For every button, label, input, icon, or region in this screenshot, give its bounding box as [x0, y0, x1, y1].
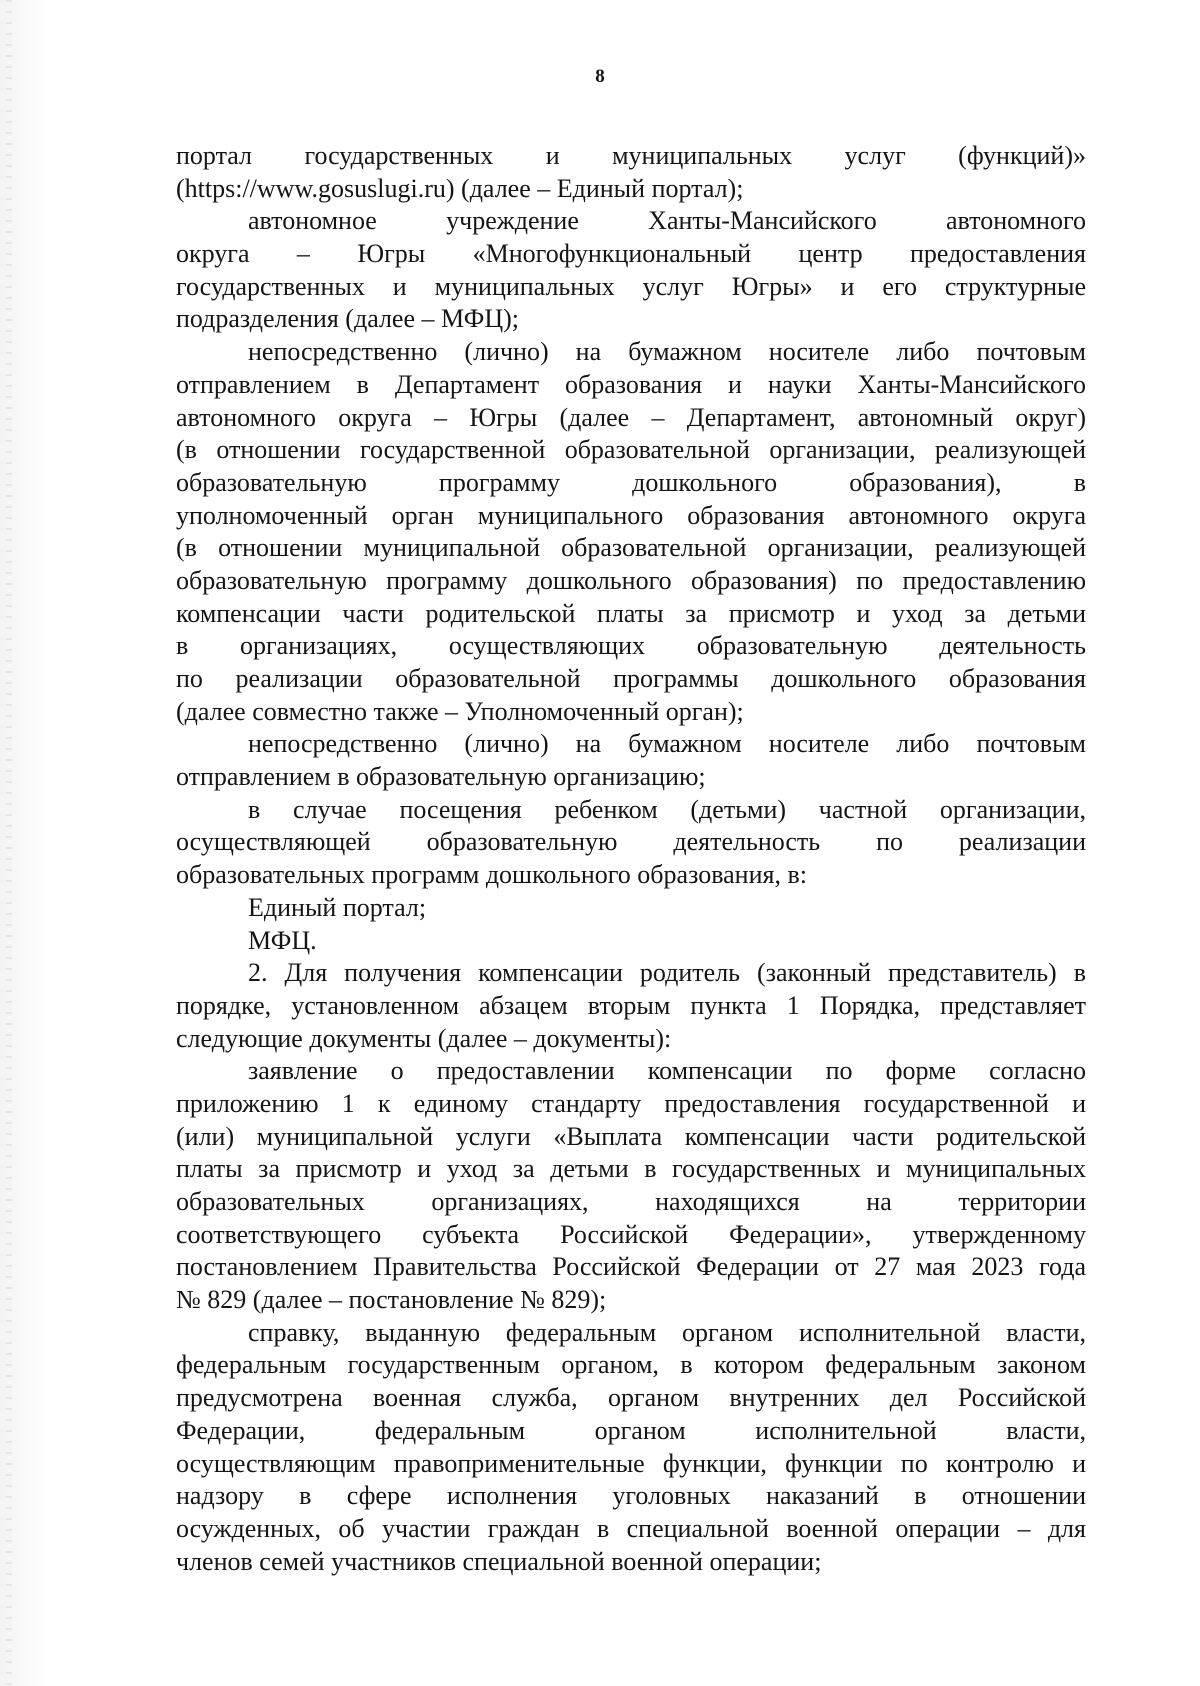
text-line: осужденных, об участии граждан в специальной военной операции – для — [176, 1513, 1086, 1543]
text-line: (в отношении государственной образовательной организации, реализующей — [176, 435, 1086, 465]
text-line: подразделения (далее – МФЦ); — [176, 304, 519, 334]
text-line: по реализации образовательной программы дошкольного образования — [176, 664, 1086, 693]
text-line: образовательных программ дошкольного образования, в: — [176, 860, 807, 890]
document-body — [176, 140, 1086, 1578]
text-line: (далее совместно также – Уполномоченный орган); — [176, 696, 744, 726]
text-line: приложению 1 к единому стандарту предоставления государственной и — [176, 1088, 1086, 1118]
text-line: 2. Для получения компенсации родитель (законный представитель) в — [248, 958, 1086, 988]
text-line: Федерации, федеральным органом исполнительной власти, — [176, 1415, 1086, 1445]
text-line: портал государственных и муниципальных услуг (функций)» — [176, 141, 1086, 170]
text-line: (или) муниципальной услуги «Выплата компенсации части родительской — [176, 1121, 1086, 1151]
text-line: справку, выданную федеральным органом исполнительной власти, — [248, 1317, 1086, 1347]
text-line: Единый портал; — [248, 892, 427, 922]
text-line: № 829 (далее – постановление № 829); — [176, 1285, 607, 1315]
text-line: следующие документы (далее – документы): — [176, 1023, 672, 1053]
text-line: федеральным государственным органом, в котором федеральным законом — [176, 1350, 1086, 1380]
text-line: непосредственно (лично) на бумажном носителе либо почтовым — [248, 337, 1086, 367]
text-line: постановлением Правительства Российской Федерации от 27 мая 2023 года — [176, 1252, 1086, 1282]
text-line: округа – Югры «Многофункциональный центр предоставления — [176, 239, 1086, 269]
text-line: предусмотрена военная служба, органом внутренних дел Российской — [176, 1383, 1086, 1413]
text-line: автономное учреждение Ханты-Мансийского автономного — [248, 206, 1086, 236]
scan-edge-shadow — [0, 0, 50, 1686]
scan-edge-marks — [6, 0, 12, 1686]
text-line: (в отношении муниципальной образовательной организации, реализующей — [176, 533, 1086, 563]
text-line: непосредственно (лично) на бумажном носителе либо почтовым — [248, 729, 1086, 759]
text-line: образовательных организациях, находящихся на территории — [176, 1187, 1086, 1216]
text-line: образовательную программу дошкольного образования) по предоставлению — [176, 565, 1086, 595]
text-line: уполномоченный орган муниципального образования автономного округа — [176, 500, 1086, 530]
text-line: членов семей участников специальной военной операции; — [176, 1546, 822, 1576]
text-line: порядке, установленном абзацем вторым пункта 1 Порядка, представляет — [176, 990, 1086, 1020]
text-line: образовательную программу дошкольного образования), в — [176, 467, 1086, 497]
text-line: соответствующего субъекта Российской Федерации», утвержденному — [176, 1219, 1086, 1249]
text-line: МФЦ. — [248, 925, 317, 955]
text-line: отправлением в образовательную организацию; — [176, 762, 706, 792]
text-line: платы за присмотр и уход за детьми в государственных и муниципальных — [176, 1154, 1086, 1184]
text-line: автономного округа – Югры (далее – Департамент, автономный округ) — [176, 402, 1086, 432]
text-line: (https://www.gosuslugi.ru) (далее – Единый портал); — [176, 173, 744, 203]
text-line: осуществляющей образовательную деятельность по реализации — [176, 827, 1086, 857]
page-number: 8 — [595, 66, 605, 87]
text-line: отправлением в Департамент образования и науки Ханты-Мансийского — [176, 369, 1086, 399]
text-line: в случае посещения ребенком (детьми) частной организации, — [248, 794, 1086, 824]
text-line: государственных и муниципальных услуг Югры» и его структурные — [176, 271, 1086, 301]
text-line: компенсации части родительской платы за присмотр и уход за детьми — [176, 598, 1086, 628]
text-line: в организациях, осуществляющих образовательную деятельность — [176, 631, 1086, 661]
text-line: осуществляющим правоприменительные функции, функции по контролю и — [176, 1448, 1086, 1478]
text-line: заявление о предоставлении компенсации по форме согласно — [248, 1056, 1086, 1086]
text-line: надзору в сфере исполнения уголовных наказаний в отношении — [176, 1481, 1086, 1511]
